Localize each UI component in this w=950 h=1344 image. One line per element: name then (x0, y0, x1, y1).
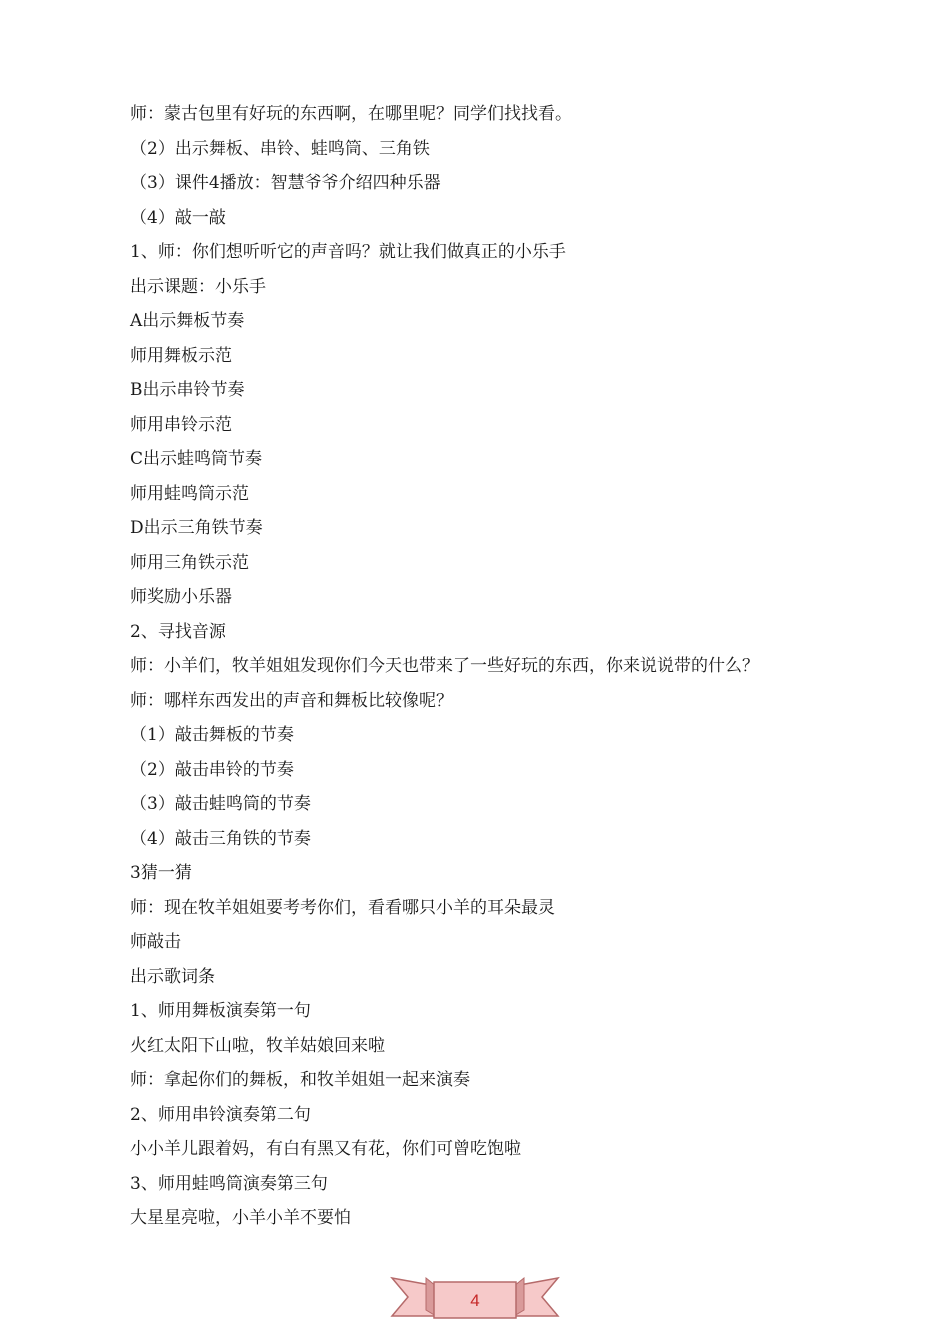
text-line: 师用蛙鸣筒示范 (130, 483, 249, 504)
text-line: 师：现在牧羊姐姐要考考你们，看看哪只小羊的耳朵最灵 (130, 897, 555, 918)
text-line: 师：哪样东西发出的声音和舞板比较像呢？ (130, 690, 453, 711)
text-line: 师用舞板示范 (130, 345, 232, 366)
text-line: B出示串铃节奏 (130, 380, 245, 400)
text-line: （4）敲一敲 (130, 207, 226, 228)
text-line: （1）敲击舞板的节奏 (130, 725, 294, 745)
page-footer-ribbon (390, 1272, 560, 1324)
page-number: 4 (470, 1291, 480, 1310)
text-line: 师敲击 (130, 932, 181, 952)
text-line: 2、师用串铃演奏第二句 (130, 1104, 311, 1125)
text-line: 师：小羊们，牧羊姐姐发现你们今天也带来了一些好玩的东西，你来说说带的什么？ (130, 656, 759, 676)
text-line: （2）敲击串铃的节奏 (130, 759, 294, 780)
text-line: D出示三角铁节奏 (130, 518, 263, 538)
document-body (130, 97, 850, 1236)
text-line: 1、师用舞板演奏第一句 (130, 1001, 311, 1021)
text-line: （3）课件4播放：智慧爷爷介绍四种乐器 (130, 173, 441, 193)
text-line: 师：蒙古包里有好玩的东西啊，在哪里呢？同学们找找看。 (130, 104, 572, 124)
text-line: 师奖励小乐器 (130, 587, 232, 607)
text-line: 小小羊儿跟着妈，有白有黑又有花，你们可曾吃饱啦 (130, 1139, 521, 1159)
text-line: 大星星亮啦，小羊小羊不要怕 (130, 1208, 351, 1228)
text-line: 3猜一猜 (130, 863, 192, 883)
text-line: C出示蛙鸣筒节奏 (130, 449, 263, 469)
text-line: 1、师：你们想听听它的声音吗？就让我们做真正的小乐手 (130, 242, 566, 262)
text-line: 出示课题：小乐手 (130, 276, 266, 297)
text-line: 出示歌词条 (130, 966, 215, 987)
text-line: （2）出示舞板、串铃、蛙鸣筒、三角铁 (130, 138, 430, 159)
text-line: A出示舞板节奏 (130, 311, 245, 331)
text-line: 师用串铃示范 (130, 414, 232, 435)
text-line: （4）敲击三角铁的节奏 (130, 828, 311, 849)
text-line: 师：拿起你们的舞板，和牧羊姐姐一起来演奏 (130, 1070, 470, 1090)
text-line: 火红太阳下山啦，牧羊姑娘回来啦 (130, 1035, 385, 1056)
text-line: 3、师用蛙鸣筒演奏第三句 (130, 1173, 328, 1194)
text-line: 师用三角铁示范 (130, 552, 249, 573)
text-line: （3）敲击蛙鸣筒的节奏 (130, 794, 311, 814)
text-line: 2、寻找音源 (130, 621, 226, 642)
